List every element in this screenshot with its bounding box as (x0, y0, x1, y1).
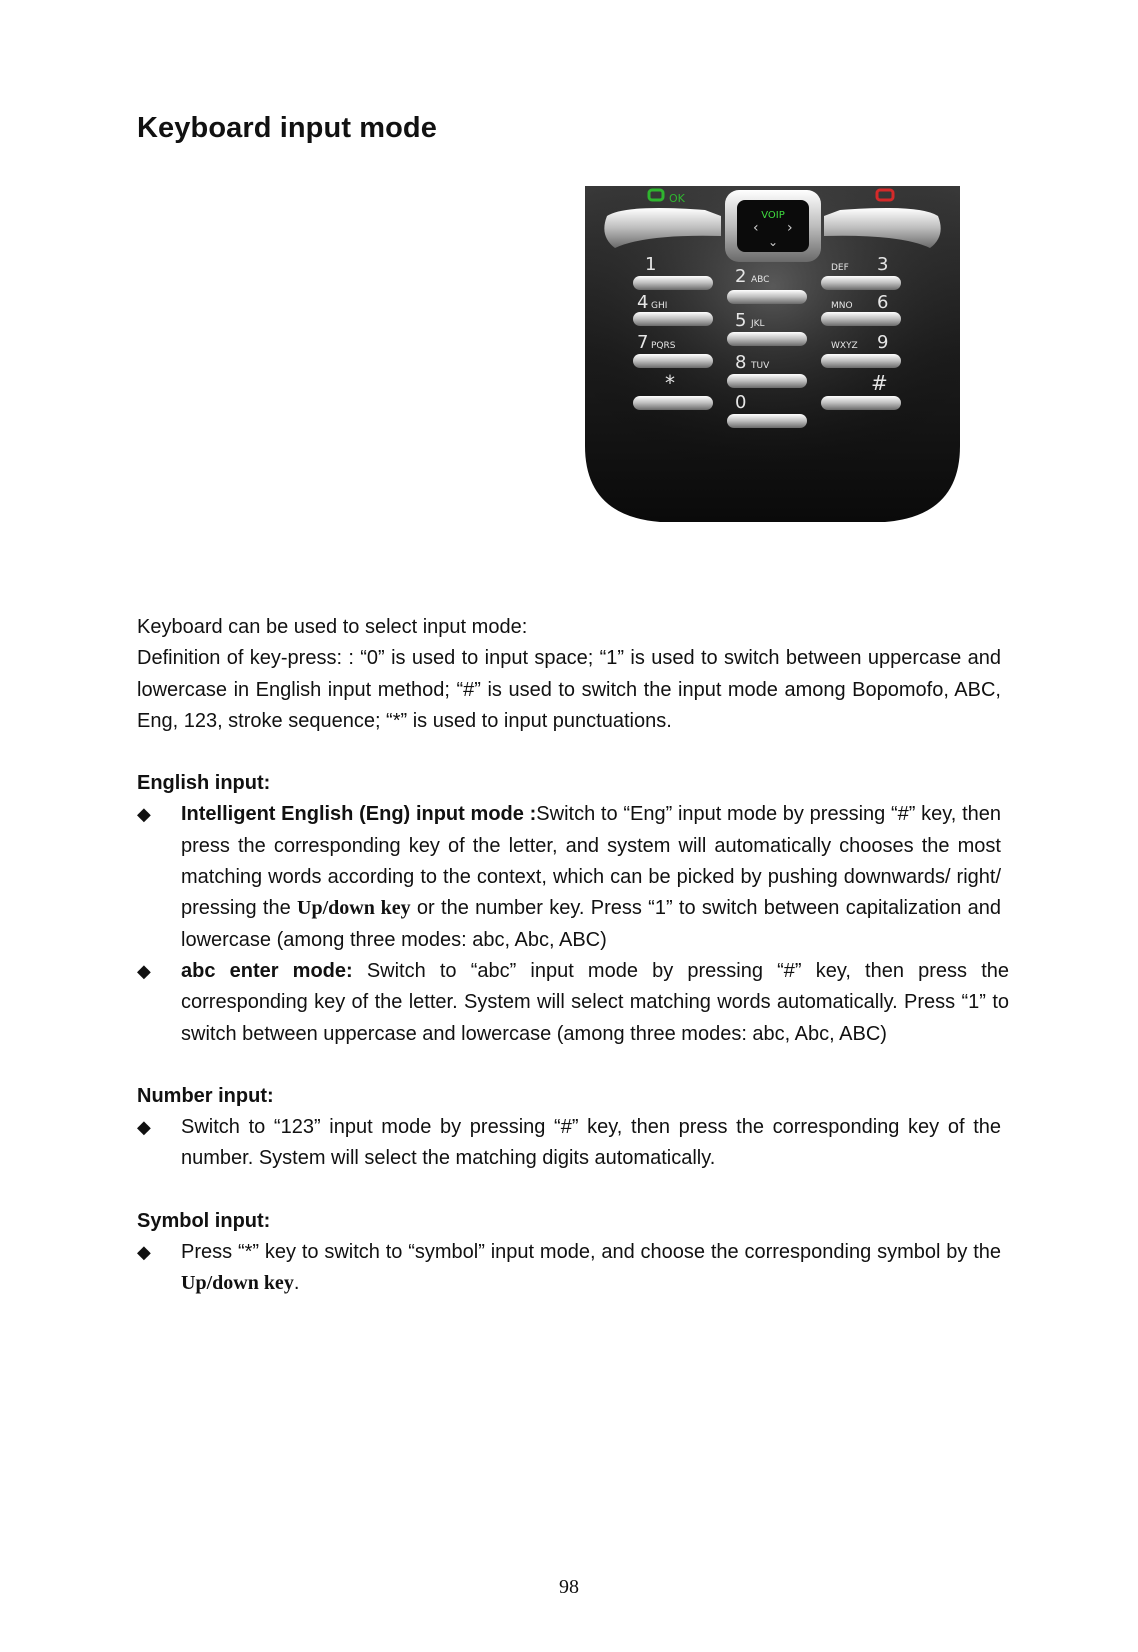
key-8 (727, 374, 807, 388)
intro-line-1: Keyboard can be used to select input mode: (137, 616, 528, 638)
key-hash (821, 396, 901, 410)
diamond-bullet-icon: ◆ (137, 1242, 151, 1263)
key-hash-label: # (871, 371, 888, 395)
key-2 (727, 290, 807, 304)
updown-key-term: Up/down key (181, 1272, 294, 1295)
key-7-label: 7 (637, 332, 649, 353)
key-3-letters: DEF (831, 263, 849, 273)
symbol-text-a: Press “*” key to switch to “symbol” input mode, and choose the corresponding symbol by the (181, 1241, 1001, 1264)
symbol-text-b: . (293, 1272, 300, 1295)
page-title: Keyboard input mode (137, 112, 437, 144)
key-6-letters: MNO (831, 301, 853, 311)
key-7 (633, 354, 713, 368)
key-1 (633, 276, 713, 290)
number-item (137, 1112, 1001, 1175)
key-9-label: 9 (877, 332, 889, 353)
english-input-heading: English input: (137, 772, 271, 795)
key-1-label: 1 (645, 254, 657, 275)
english-item-intelligent (137, 799, 1001, 955)
symbol-item-text (181, 1237, 1001, 1300)
key-0-label: 0 (735, 392, 747, 413)
abc-mode-lead: abc enter mode: (181, 959, 353, 982)
key-8-label: 8 (735, 352, 747, 373)
key-4-label: 4 (637, 292, 649, 313)
key-3-label: 3 (877, 254, 889, 275)
intelligent-mode-text-a: Switch to “Eng” input mode by pressing “#” key, then press the corresponding key of the letter, and system will automatically chooses the most matching words according to the context, which can be picked by pushing downwards/ right/ pressing the (181, 803, 1002, 920)
key-2-label: 2 (735, 266, 747, 287)
english-item-abc-text (181, 956, 1009, 1050)
key-4 (633, 312, 713, 326)
updown-key-term: Up/down key (297, 897, 411, 920)
number-item-text: Switch to “123” input mode by pressing “#” key, then press the corresponding key of the number. System will select the matching digits automatically. (181, 1116, 1001, 1170)
body-content (137, 612, 1009, 1300)
intro-definition: Definition of key-press: : “0” is used to input space; “1” is used to switch between uppercase and lowercase in English input method; “#” is used to switch the input mode among Bopomofo, ABC, Eng, 123, stroke sequence; “*” is used to input punctuations. (137, 647, 1001, 732)
left-arrow-icon: ‹ (753, 220, 759, 236)
page-number: 98 (559, 1576, 579, 1598)
symbol-input-heading: Symbol input: (137, 1209, 271, 1232)
abc-mode-text: Switch to “abc” input mode by pressing “#” key, then press the corresponding key of the letter. System will select matching words automatically. Press “1” to switch between uppercase and lowercase (among three modes: abc, Abc, ABC) (181, 959, 1009, 1045)
key-6 (821, 312, 901, 326)
key-5-label: 5 (735, 310, 747, 331)
phone-illustration (585, 186, 960, 526)
number-input-heading: Number input: (137, 1084, 274, 1107)
english-item-abc (137, 956, 1009, 1050)
key-3 (821, 276, 901, 290)
key-5 (727, 332, 807, 346)
diamond-bullet-icon: ◆ (137, 960, 151, 981)
ok-label: OK (669, 192, 685, 205)
down-arrow-icon: ⌄ (768, 235, 779, 249)
intelligent-mode-lead: Intelligent English (Eng) input mode : (181, 803, 537, 826)
diamond-bullet-icon: ◆ (137, 804, 151, 825)
key-8-letters: TUV (751, 361, 770, 371)
symbol-item (137, 1237, 1001, 1300)
key-star-label: * (665, 371, 675, 395)
key-star (633, 396, 713, 410)
english-item-intelligent-text (181, 799, 1001, 955)
right-arrow-icon: › (787, 220, 793, 236)
phone-keypad-image (585, 186, 960, 526)
key-4-letters: GHI (651, 301, 668, 311)
key-9 (821, 354, 901, 368)
diamond-bullet-icon: ◆ (137, 1117, 151, 1138)
key-2-letters: ABC (751, 275, 770, 285)
key-9-letters: WXYZ (831, 341, 858, 351)
intelligent-mode-text-b: or the number key. Press “1” to switch between capitalization and lowercase (among three modes: abc, Abc, ABC) (181, 897, 1002, 951)
key-0 (727, 414, 807, 428)
key-5-letters: JKL (751, 319, 765, 329)
key-7-letters: PQRS (651, 341, 676, 351)
voip-label: VOIP (761, 210, 785, 221)
key-6-label: 6 (877, 292, 889, 313)
